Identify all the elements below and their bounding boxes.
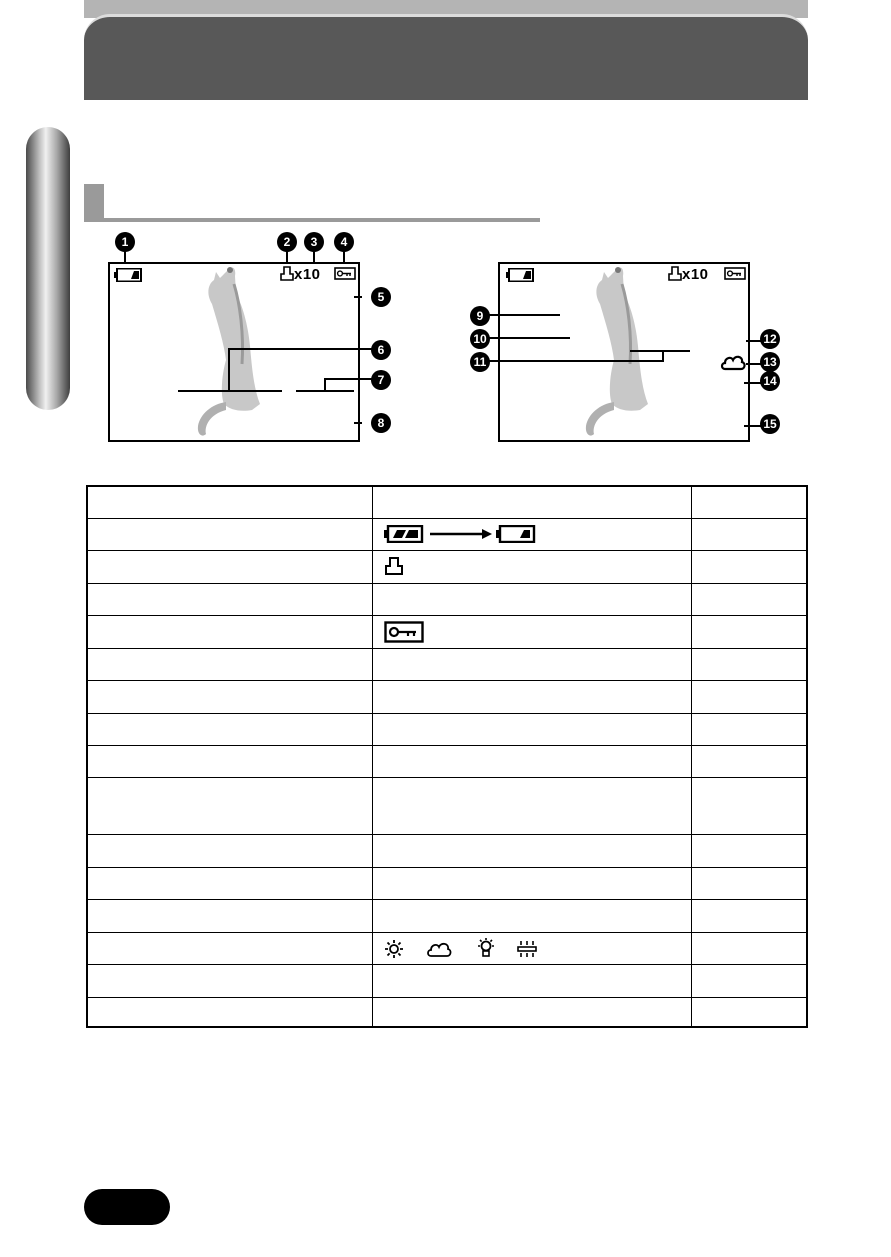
leader-line <box>746 363 762 365</box>
print-reserve-icon <box>280 266 294 282</box>
white-balance-sunny-icon <box>384 939 404 959</box>
leader-line <box>630 350 690 352</box>
table-row <box>88 777 806 778</box>
callout-14: 14 <box>760 371 780 391</box>
table-row <box>88 680 806 681</box>
protect-key-icon <box>724 267 746 280</box>
table-row <box>88 745 806 746</box>
callout-11: 11 <box>470 352 490 372</box>
page-number-badge <box>84 1189 170 1225</box>
leader-line <box>488 314 560 316</box>
table-row <box>88 899 806 900</box>
callout-9: 9 <box>470 306 490 326</box>
callout-4: 4 <box>334 232 354 252</box>
leader-line <box>488 337 570 339</box>
battery-low-icon <box>114 268 142 282</box>
leader-line <box>324 378 326 392</box>
table-row <box>88 518 806 519</box>
leader-line <box>228 348 230 392</box>
leader-line <box>178 390 282 392</box>
callout-3: 3 <box>304 232 324 252</box>
battery-low-icon <box>496 525 536 543</box>
callout-2: 2 <box>277 232 297 252</box>
callout-8: 8 <box>371 413 391 433</box>
table-row <box>88 867 806 868</box>
leader-line <box>746 340 762 342</box>
playback-screen-left <box>108 262 360 442</box>
battery-low-icon <box>506 268 534 282</box>
indicator-table <box>86 485 808 1028</box>
protect-key-icon <box>334 267 356 280</box>
section-marker <box>84 184 104 222</box>
cat-photo-image <box>578 264 668 440</box>
table-row <box>88 964 806 965</box>
cat-photo-image <box>190 264 280 440</box>
print-reserve-icon <box>668 266 682 282</box>
callout-6: 6 <box>371 340 391 360</box>
callout-12: 12 <box>760 329 780 349</box>
white-balance-tungsten-icon <box>476 937 496 959</box>
arrow-right-icon <box>428 527 494 541</box>
page-header-band <box>84 14 808 100</box>
leader-line <box>488 360 664 362</box>
protect-key-icon <box>384 621 424 643</box>
white-balance-cloudy-icon <box>426 940 452 958</box>
print-count: x10 <box>682 266 709 283</box>
white-balance-fluorescent-icon <box>516 939 538 959</box>
white-balance-cloudy-icon <box>720 352 746 372</box>
battery-full-icon <box>384 525 424 543</box>
callout-5: 5 <box>371 287 391 307</box>
section-underline <box>104 218 540 222</box>
table-row <box>88 997 806 998</box>
table-row <box>88 648 806 649</box>
table-row <box>88 834 806 835</box>
leader-line <box>744 425 762 427</box>
playback-screen-right <box>498 262 750 442</box>
callout-7: 7 <box>371 370 391 390</box>
callout-10: 10 <box>470 329 490 349</box>
leader-line <box>354 422 362 424</box>
side-chapter-tab <box>26 127 70 410</box>
table-row <box>88 583 806 584</box>
table-row <box>88 932 806 933</box>
table-row <box>88 550 806 551</box>
table-column-divider <box>691 487 692 1026</box>
print-reserve-icon <box>384 556 404 576</box>
leader-line <box>354 296 362 298</box>
leader-line <box>744 382 762 384</box>
print-count: x10 <box>294 266 321 283</box>
leader-line <box>324 378 372 380</box>
table-row <box>88 615 806 616</box>
callout-13: 13 <box>760 352 780 372</box>
callout-1: 1 <box>115 232 135 252</box>
leader-line <box>228 348 372 350</box>
table-row <box>88 713 806 714</box>
callout-15: 15 <box>760 414 780 434</box>
table-column-divider <box>372 487 373 1026</box>
